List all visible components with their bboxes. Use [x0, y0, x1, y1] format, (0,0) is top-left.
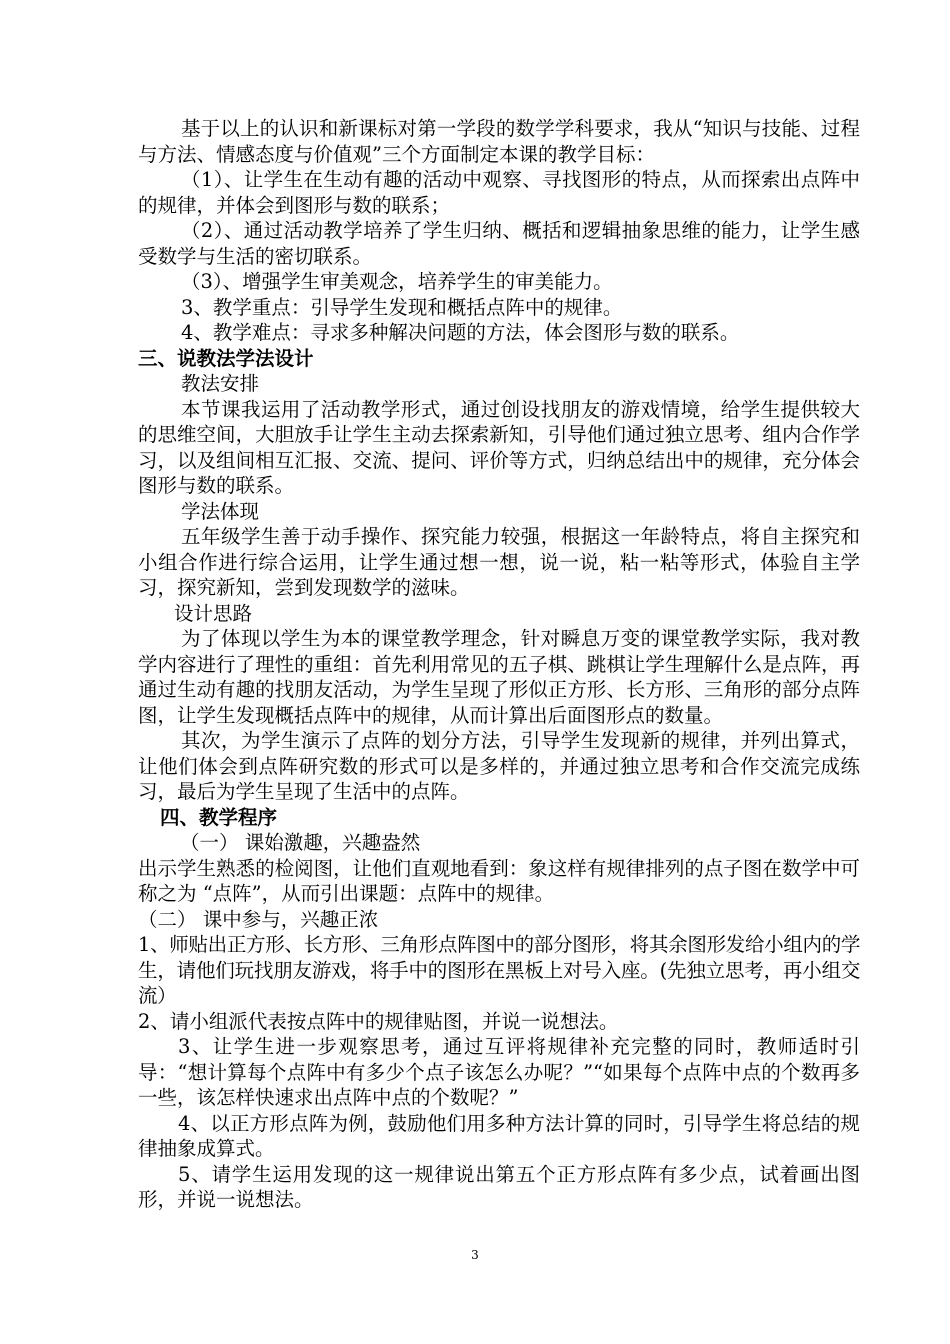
paragraph-key-point: 3、教学重点：引导学生发现和概括点阵中的规律。 — [181, 295, 623, 319]
paragraph-design-idea: 为了体现以学生为本的课堂教学理念，针对瞬息万变的课堂教学实际，我对教学内容进行了理性的重组：首先利用常见的五子棋、跳棋让学生理解什么是点阵，再通过生动有趣的找朋友活动，为学生呈现了形似正方形、长方形、三角形的部分点阵图，让学生发现概括点阵中的规律，从而计算出后面图形点的数量。 — [138, 627, 860, 727]
subheading-design-idea: 设计思路 — [174, 601, 253, 625]
paragraph-goal-2: （2）、通过活动教学培养了学生归纳、概括和逻辑抽象思维的能力，让学生感受数学与生活的密切联系。 — [138, 219, 860, 268]
subheading-step-2: （二） 课中参与，兴趣正浓 — [138, 907, 379, 931]
paragraph-difficulty: 4、教学难点：寻求多种解决问题的方法，体会图形与数的联系。 — [181, 321, 740, 344]
paragraph-teaching-method: 本节课我运用了活动教学形式，通过创设找朋友的游戏情境，给学生提供较大的思维空间，大胆放手让学生主动去探索新知，引导他们通过独立思考、组内合作学习，以及组间相互汇报、交流、提问、评价等方式，归纳总结出中的规律，充分体会图形与数的联系。 — [138, 397, 860, 497]
paragraph-learning-method: 五年级学生善于动手操作、探究能力较强，根据这一年龄特点，将自主探究和小组合作进行综合运用，让学生通过想一想，说一说，粘一粘等形式，体验自主学习，探究新知，尝到发现数学的滋味。 — [138, 525, 860, 599]
paragraph-item-4: 4、以正方形点阵为例，鼓励他们用多种方法计算的同时，引导学生将总结的规律抽象成算式。 — [138, 1111, 860, 1160]
paragraph-item-3: 3、让学生进一步观察思考，通过互评将规律补充完整的同时，教师适时引导：“想计算每个点阵中有多少个点子该怎么办呢？”“如果每个点阵中点的个数再多一些，该怎样快速求出点阵中点的个数呢？” — [138, 1035, 860, 1109]
subheading-step-1: （一） 课始激趣，兴趣盎然 — [180, 831, 421, 854]
subheading-learning-method: 学法体现 — [181, 499, 260, 523]
paragraph-item-1: 1、师贴出正方形、长方形、三角形点阵图中的部分图形，将其余图形发给小组内的学生，请他们玩找朋友游戏，将手中的图形在黑板上对号入座。(先独立思考，再小组交流） — [138, 933, 860, 1007]
paragraph-goal-1: （1）、让学生在生动有趣的活动中观察、寻找图形的特点，从而探索出点阵中的规律，并体会到图形与数的联系； — [138, 168, 860, 217]
page-number: 3 — [471, 1248, 479, 1262]
paragraph-item-2: 2、请小组派代表按点阵中的规律贴图，并说一说想法。 — [138, 1009, 619, 1033]
paragraph-step-1: 出示学生熟悉的检阅图，让他们直观地看到：象这样有规律排列的点子图在数学中可称之为 “点阵”，从而引出课题：点阵中的规律。 — [138, 856, 860, 905]
subheading-teaching-method: 教法安排 — [181, 372, 260, 395]
document-body — [138, 116, 860, 1213]
paragraph-goal-3: （3）、增强学生审美观念，培养学生的审美能力。 — [181, 270, 613, 293]
paragraph-design-next: 其次，为学生演示了点阵的划分方法，引导学生发现新的规律，并列出算式，让他们体会到点阵研究数的形式可以是多样的，并通过独立思考和合作交流完成练习，最后为学生呈现了生活中的点阵。 — [138, 729, 860, 803]
paragraph-intro: 基于以上的认识和新课标对第一学段的数学学科要求，我从“知识与技能、过程与方法、情感态度与价值观”三个方面制定本课的教学目标： — [138, 117, 860, 166]
section-heading-3: 三、说教法学法设计 — [138, 346, 314, 370]
paragraph-item-5: 5、请学生运用发现的这一规律说出第五个正方形点阵有多少点，试着画出图形，并说一说想法。 — [138, 1162, 860, 1211]
section-heading-4: 四、教学程序 — [160, 805, 278, 829]
